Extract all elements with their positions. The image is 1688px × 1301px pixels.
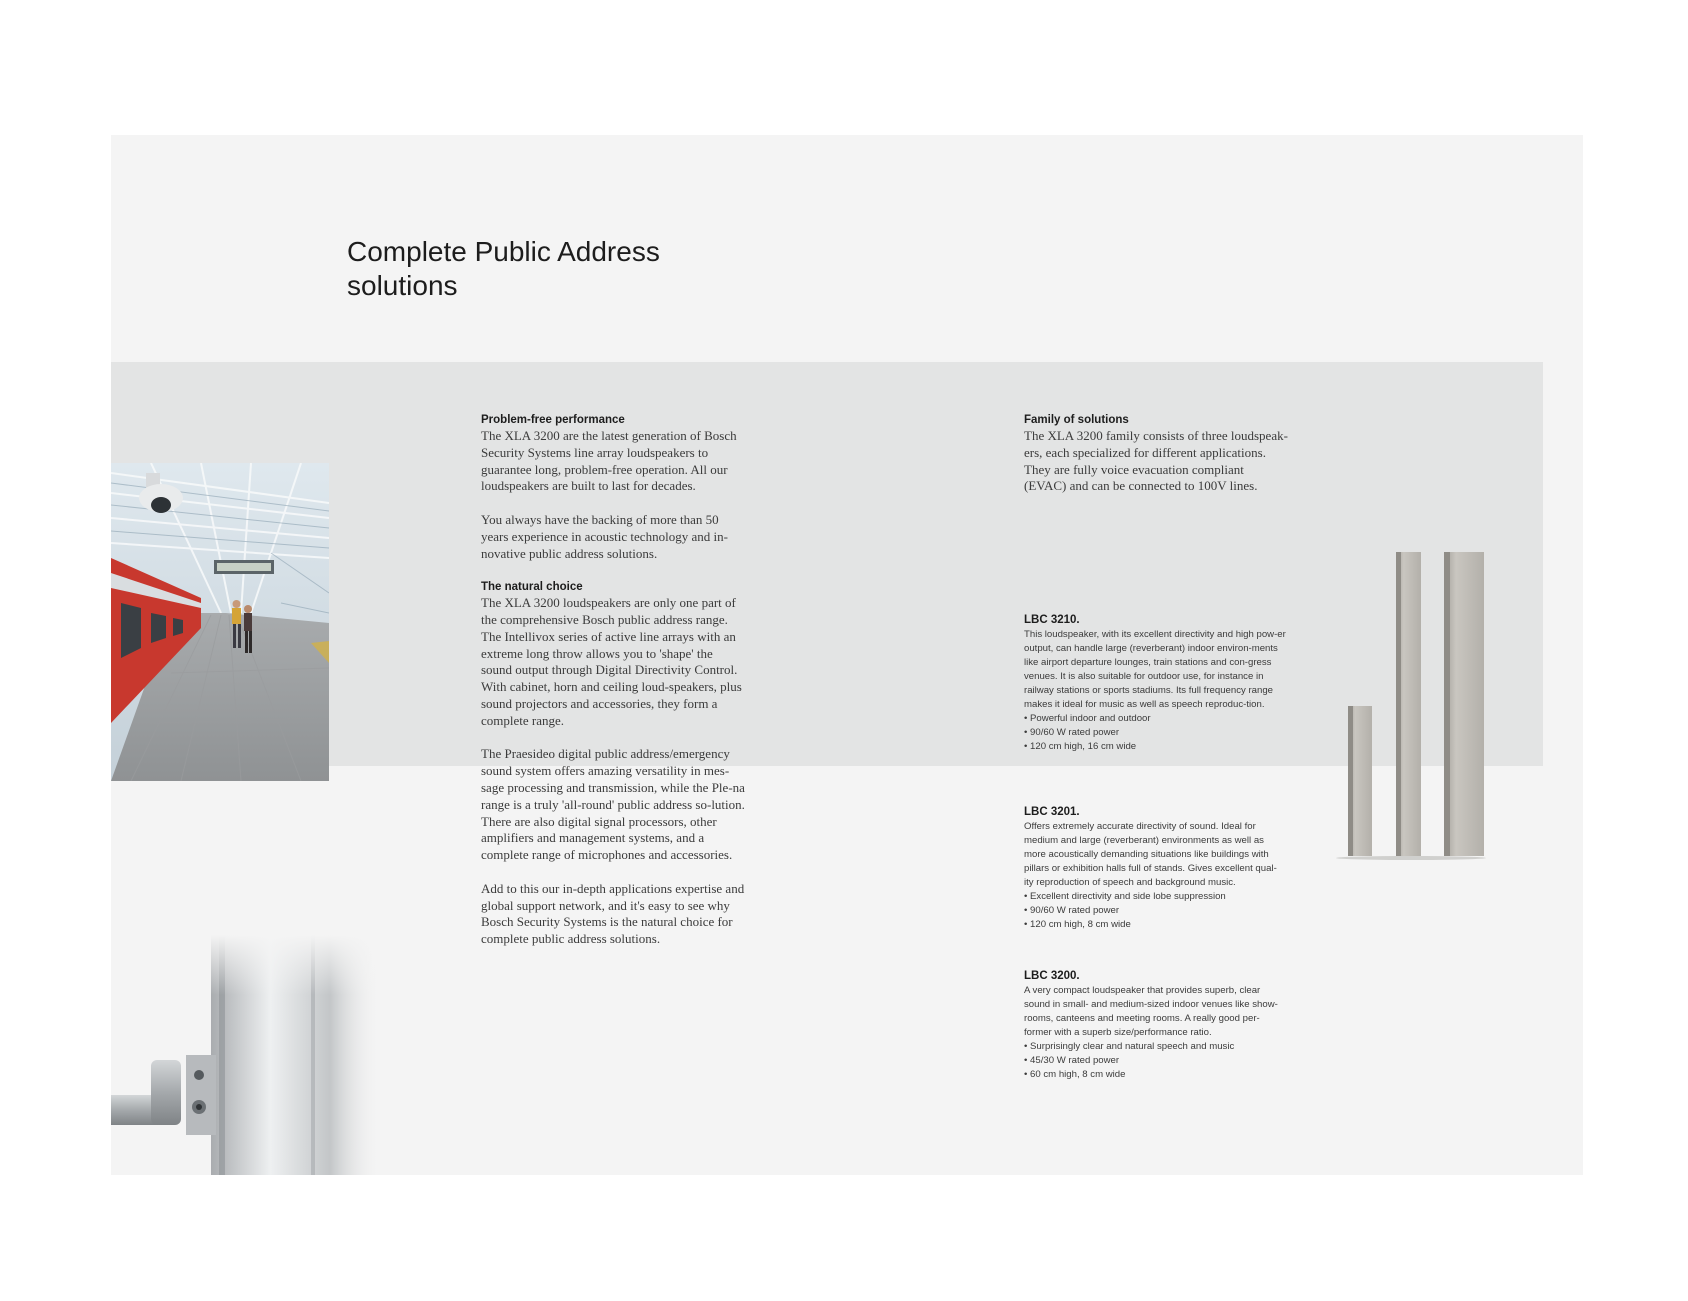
paragraph-4: The Praesideo digital public address/emergency sound system offers amazing versatility in mes-sage processing and transmission, while the Ple-na range is a truly 'all-round' public address so-lution. There are also digital signal processors, other amplifiers and management systems, and a complete range of microphones and accessories. — [481, 746, 745, 863]
product-name: LBC 3201. — [1024, 806, 1080, 818]
product-bullets — [1024, 890, 1286, 932]
loudspeakers-image — [1336, 548, 1486, 860]
bullet-item: • 60 cm high, 8 cm wide — [1024, 1068, 1286, 1082]
product-bullets — [1024, 1040, 1286, 1082]
product-description: A very compact loudspeaker that provides superb, clear sound in small- and medium-sized indoor venues like show-rooms, canteens and meeting rooms. A really good per-former with a superb size/performance ratio. — [1024, 985, 1278, 1038]
bullet-item: • 90/60 W rated power — [1024, 904, 1286, 918]
product-lbc-3200 — [1024, 968, 1286, 1082]
paragraph-5: Add to this our in-depth applications expertise and global support network, and it's easy to see why Bosch Security Systems is the natural choice for complete public address solutions. — [481, 880, 745, 947]
page-title-line-2: solutions — [347, 270, 458, 301]
family-paragraph: The XLA 3200 family consists of three loudspeak-ers, each specialized for different applications. They are fully voice evacuation compliant (EVAC) and can be connected to 100V lines. — [1024, 428, 1288, 494]
page-title — [347, 235, 767, 303]
product-lbc-3210 — [1024, 612, 1286, 754]
bullet-item: • 45/30 W rated power — [1024, 1054, 1286, 1068]
heading-family: Family of solutions — [1024, 414, 1129, 426]
heading-natural-choice: The natural choice — [481, 581, 583, 594]
bullet-item: • Surprisingly clear and natural speech and music — [1024, 1040, 1286, 1054]
paragraph-1: The XLA 3200 are the latest generation of Bosch Security Systems line array loudspeakers to guarantee long, problem-free operation. All our loudspeakers are built to last for decades. — [481, 428, 737, 494]
bullet-item: • Excellent directivity and side lobe suppression — [1024, 890, 1286, 904]
bullet-item: • 90/60 W rated power — [1024, 726, 1286, 740]
bullet-item: • Powerful indoor and outdoor — [1024, 712, 1286, 726]
train-station-photo — [111, 463, 329, 781]
heading-problem-free: Problem-free performance — [481, 414, 625, 426]
paragraph-3: The XLA 3200 loudspeakers are only one part of the comprehensive Bosch public address range. The Intellivox series of active line arrays with an extreme long throw allows you to 'shape' the sound output through Digital Directivity Control. With cabinet, horn and ceiling loud-speakers, plus sound projectors and accessories, they form a complete range. — [481, 595, 742, 728]
bullet-item: • 120 cm high, 8 cm wide — [1024, 918, 1286, 932]
paragraph-2: You always have the backing of more than 50 years experience in acoustic technology and in-novative public address solutions. — [481, 511, 728, 561]
bullet-item: • 120 cm high, 16 cm wide — [1024, 740, 1286, 754]
left-column — [481, 412, 746, 965]
product-description: Offers extremely accurate directivity of sound. Ideal for medium and large (reverberant) environments as well as more acoustically demanding situations like buildings with pillars or exhibition halls full of stands. Gives excellent qual-ity reproduction of speech and background music. — [1024, 821, 1277, 888]
page-title-line-1: Complete Public Address — [347, 236, 660, 267]
product-description: This loudspeaker, with its excellent directivity and high pow-er output, can handle large (reverberant) indoor environ-ments like airport departure lounges, train stations and con-gress venues. It is also suitable for outdoor use, for instance in railway stations or sports stadiums. Its full frequency range makes it ideal for music as well as speech reproduc-tion. — [1024, 629, 1286, 710]
right-column — [1024, 412, 1289, 512]
speaker-bracket-photo — [111, 935, 391, 1175]
product-name: LBC 3200. — [1024, 970, 1080, 982]
product-lbc-3201 — [1024, 804, 1286, 932]
product-name: LBC 3210. — [1024, 614, 1080, 626]
product-bullets — [1024, 712, 1286, 754]
